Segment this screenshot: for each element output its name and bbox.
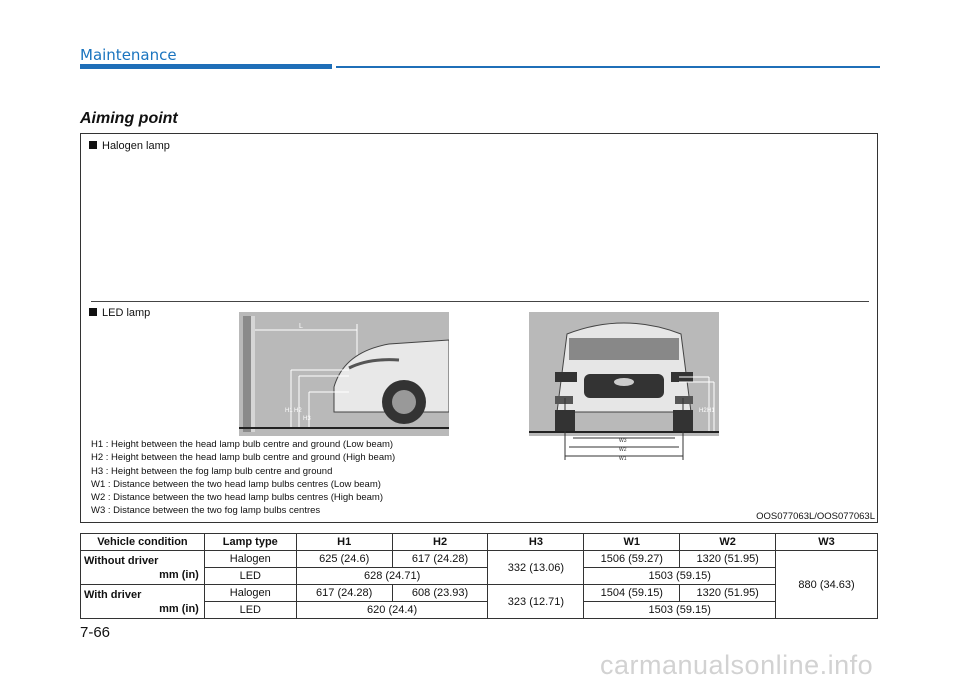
legend-h3: H3 : Height between the fog lamp bulb centre and ground [91, 465, 333, 477]
front-label-w2: W2 [619, 447, 627, 453]
page-number: 7-66 [80, 624, 111, 641]
table-cell: 323 (12.71) [488, 585, 584, 619]
front-label-w1: W1 [619, 456, 627, 462]
front-label-h1: H1 [707, 408, 715, 414]
table-cell: LED [204, 602, 296, 619]
aiming-spec-table [80, 533, 878, 619]
legend-h2: H2 : Height between the head lamp bulb centre and ground (High beam) [91, 452, 396, 464]
table-header-row [81, 534, 878, 551]
table-row [81, 551, 878, 568]
table-cell: 1320 (51.95) [680, 585, 776, 602]
table-cell: 1506 (59.27) [584, 551, 680, 568]
figure-code: OOS077063L/OOS077063L [756, 511, 875, 522]
halogen-lamp-label: Halogen lamp [89, 140, 170, 152]
square-bullet-icon [89, 308, 97, 316]
square-bullet-icon [89, 141, 97, 149]
table-cell: 1504 (59.15) [584, 585, 680, 602]
table-cell: 332 (13.06) [488, 551, 584, 585]
table-cell: 617 (24.28) [296, 585, 392, 602]
table-cell: Halogen [204, 585, 296, 602]
table-header: Vehicle condition [81, 534, 205, 551]
table-header: H3 [488, 534, 584, 551]
table-cell: 1503 (59.15) [584, 602, 776, 619]
header-rule-thin [336, 66, 880, 68]
aiming-figure [80, 133, 878, 523]
legend-w3: W3 : Distance between the two fog lamp bulbs centres [91, 505, 321, 517]
table-cell: Halogen [204, 551, 296, 568]
table-header: W1 [584, 534, 680, 551]
table-cell: 1320 (51.95) [680, 551, 776, 568]
side-label-h2: H2 [294, 408, 302, 414]
table-cell: 620 (24.4) [296, 602, 488, 619]
front-label-w3: W3 [619, 438, 627, 444]
figure-divider [91, 301, 869, 302]
legend-w2: W2 : Distance between the two head lamp bulbs centres (High beam) [91, 492, 384, 504]
table-header: W3 [776, 534, 878, 551]
side-label-h1: H1 [285, 408, 293, 414]
table-cell: 625 (24.6) [296, 551, 392, 568]
table-header: Lamp type [204, 534, 296, 551]
legend-h1: H1 : Height between the head lamp bulb centre and ground (Low beam) [91, 439, 394, 450]
header-rule-thick [80, 64, 332, 69]
front-view-diagram [529, 312, 719, 462]
side-view-diagram [239, 312, 449, 436]
table-header: H2 [392, 534, 488, 551]
watermark: carmanualsonline.info [600, 650, 874, 680]
condition-without-driver: Without driver mm (in) [81, 551, 205, 585]
page-title: Aiming point [80, 110, 178, 127]
table-cell: LED [204, 568, 296, 585]
legend-w1: W1 : Distance between the two head lamp bulbs centres (Low beam) [91, 478, 381, 490]
front-label-h2: H2 [699, 408, 707, 414]
table-cell: 1503 (59.15) [584, 568, 776, 585]
table-header: H1 [296, 534, 392, 551]
table-row [81, 585, 878, 602]
section-title: Maintenance [80, 46, 177, 64]
side-label-h3: H3 [303, 416, 311, 422]
table-header: W2 [680, 534, 776, 551]
table-cell: 608 (23.93) [392, 585, 488, 602]
table-cell-w3: 880 (34.63) [776, 551, 878, 619]
figure-legend [91, 438, 395, 518]
side-label-l: L [299, 323, 303, 330]
table-cell: 628 (24.71) [296, 568, 488, 585]
condition-with-driver: With driver mm (in) [81, 585, 205, 619]
led-lamp-label: LED lamp [89, 307, 150, 319]
table-cell: 617 (24.28) [392, 551, 488, 568]
